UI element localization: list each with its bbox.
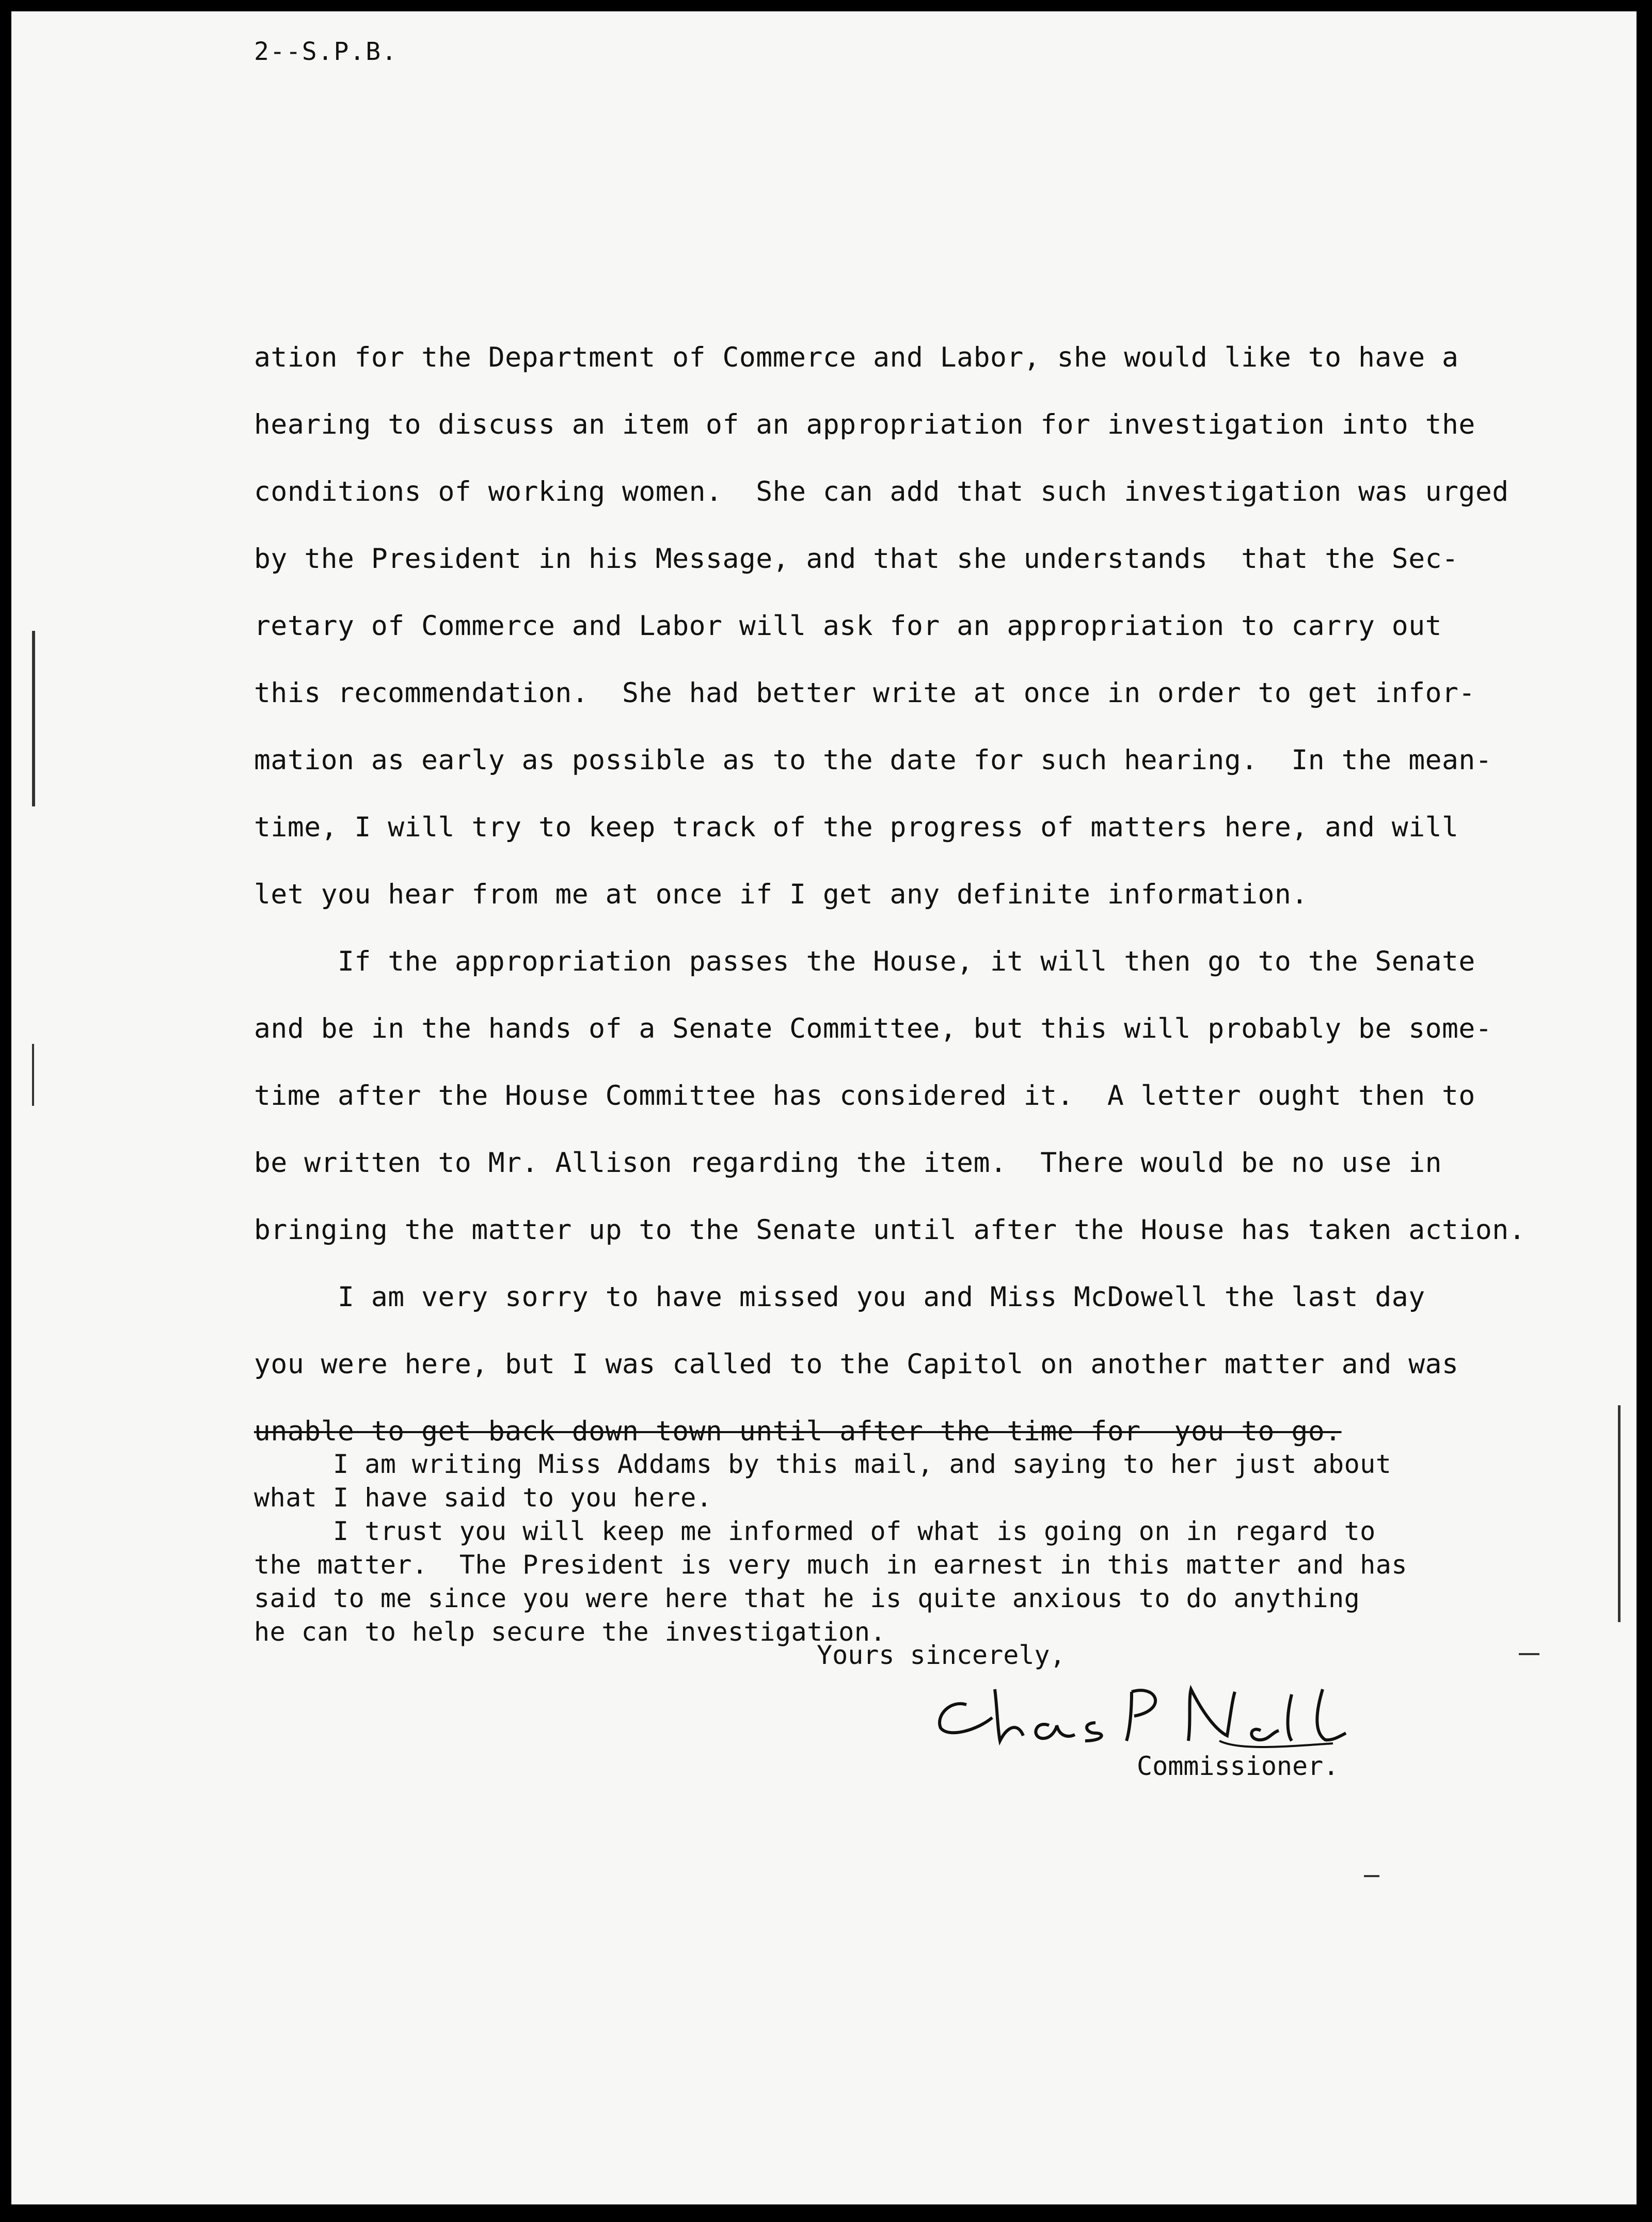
body-line: what I have said to you here. [254, 1483, 712, 1513]
body-line: conditions of working women. She can add that such investigation was urged [254, 476, 1509, 507]
scan-edge-mark [1519, 1653, 1539, 1655]
body-line: retary of Commerce and Labor will ask for an appropriation to carry out [254, 610, 1442, 642]
signatory-title: Commissioner. [1137, 1751, 1339, 1781]
body-line: he can to help secure the investigation. [254, 1617, 886, 1647]
body-line: time after the House Committee has considered it. A letter ought then to [254, 1080, 1475, 1112]
body-line: hearing to discuss an item of an appropriation for investigation into the [254, 409, 1475, 440]
body-line: be written to Mr. Allison regarding the item. There would be no use in [254, 1147, 1442, 1179]
body-line: ation for the Department of Commerce and Labor, she would like to have a [254, 342, 1459, 373]
body-line: this recommendation. She had better write at once in order to get infor- [254, 677, 1475, 709]
body-line: I trust you will keep me informed of what is going on in regard to [254, 1516, 1376, 1546]
closing: Yours sincerely, [817, 1640, 1066, 1670]
body-line: and be in the hands of a Senate Committee, but this will probably be some- [254, 1013, 1492, 1044]
scan-edge-mark [32, 1044, 34, 1106]
letter-page [11, 11, 1637, 2204]
body-line: said to me since you were here that he is quite anxious to do anything [254, 1583, 1360, 1613]
struck-line: unable to get back down town until after the time for you to go. [254, 1416, 1342, 1447]
body-line: I am very sorry to have missed you and Miss McDowell the last day [254, 1281, 1425, 1313]
body-line: bringing the matter up to the Senate until after the House has taken action. [254, 1214, 1526, 1246]
body-line: If the appropriation passes the House, it will then go to the Senate [254, 946, 1475, 977]
body-line: you were here, but I was called to the Capitol on another matter and was [254, 1348, 1459, 1380]
body-line: I am writing Miss Addams by this mail, and saying to her just about [254, 1449, 1392, 1479]
scan-edge-mark [1364, 1875, 1379, 1877]
page-header: 2--S.P.B. [254, 37, 398, 66]
body-line: time, I will try to keep track of the progress of matters here, and will [254, 812, 1459, 843]
scan-edge-mark [1618, 1405, 1621, 1622]
body-line: by the President in his Message, and that she understands that the Sec- [254, 543, 1459, 575]
body-line: the matter. The President is very much in earnest in this matter and has [254, 1550, 1407, 1580]
signature [930, 1669, 1374, 1761]
body-line: let you hear from me at once if I get any definite information. [254, 879, 1308, 910]
body-line: mation as early as possible as to the date for such hearing. In the mean- [254, 744, 1492, 776]
scan-edge-mark [32, 631, 35, 806]
